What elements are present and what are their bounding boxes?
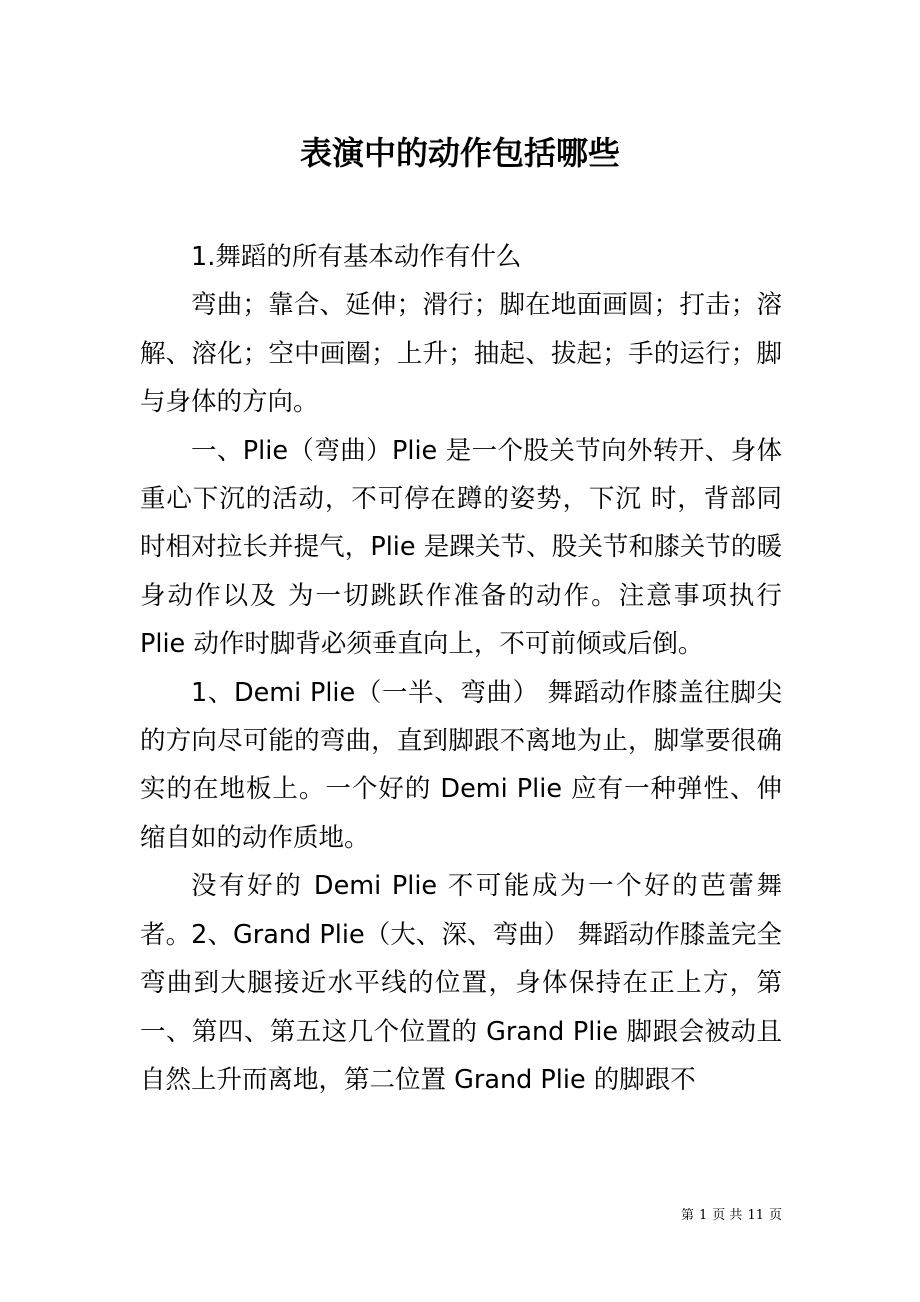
paragraph: 没有好的 Demi Plie 不可能成为一个好的芭蕾舞者。2、Grand Plie（大、深、弯曲） 舞蹈动作膝盖完全弯曲到大腿接近水平线的位置，身体保持在正上方，第一、第四、第五这几个位置的 Grand Plie 脚跟会被动且自然上升而离地，第二位置 Grand Plie 的脚跟不 <box>140 871 782 1095</box>
paragraph: 一、Plie（弯曲）Plie 是一个股关节向外转开、身体重心下沉的活动，不可停在蹲的姿势，下沉 时，背部同时相对拉长并提气，Plie 是踝关节、股关节和膝关节的暖身动作以及 为一切跳跃作准备的动作。注意事项执行 Plie 动作时脚背必须垂直向上，不可前倾或后倒。 <box>140 435 782 660</box>
paragraph: 1、Demi Plie（一半、弯曲） 舞蹈动作膝盖往脚尖的方向尽可能的弯曲，直到脚跟不离地为止，脚掌要很确实的在地板上。一个好的 Demi Plie 应有一种弹性、伸缩自如的动作质地。 <box>140 677 782 853</box>
footer-page-number: 1 <box>699 1208 708 1223</box>
paragraph: 弯曲；靠合、延伸；滑行；脚在地面画圆；打击；溶解、溶化；空中画圈；上升；抽起、拔起；手的运行；脚与身体的方向。 <box>140 290 782 418</box>
document-title: 表演中的动作包括哪些 <box>299 134 620 172</box>
document-body <box>140 233 782 1104</box>
footer-mid: 页 共 <box>712 1208 743 1223</box>
paragraph-subheading: 1.舞蹈的所有基本动作有什么 <box>191 242 522 272</box>
page-number-footer <box>660 1206 782 1226</box>
footer-prefix: 第 <box>681 1208 695 1223</box>
footer-suffix: 页 <box>768 1208 782 1223</box>
footer-total-pages: 11 <box>747 1208 764 1223</box>
